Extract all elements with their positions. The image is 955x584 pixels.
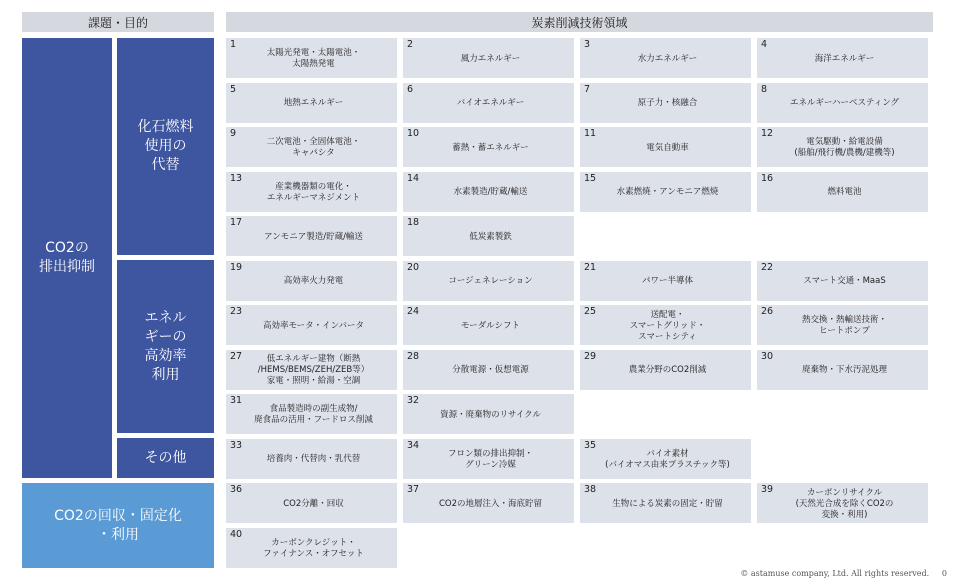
tech-label: 海洋エネルギー — [814, 53, 875, 64]
tech-label: 農業分野のCO2削減 — [628, 365, 707, 375]
tech-cell-30 — [757, 350, 928, 390]
tech-cell-29 — [580, 350, 751, 390]
tech-label: 資源・廃棄物のリサイクル — [440, 409, 541, 420]
tech-cell-1 — [226, 38, 397, 78]
tech-label: 産業機器類の電化・ エネルギーマネジメント — [266, 181, 361, 203]
tech-label: CO2分離・回収 — [283, 498, 344, 509]
tech-number: 26 — [761, 306, 774, 317]
category-other: その他 — [117, 438, 214, 478]
tech-label: スマート交通・MaaS — [803, 276, 886, 286]
tech-cell-6 — [403, 83, 574, 123]
tech-number: 17 — [230, 217, 243, 228]
tech-cell-34 — [403, 439, 574, 479]
tech-label: 廃棄物・下水汚泥処理 — [801, 365, 887, 375]
tech-cell-3 — [580, 38, 751, 78]
tech-number: 3 — [584, 39, 591, 50]
tech-cell-16 — [757, 172, 928, 212]
tech-number: 14 — [407, 172, 420, 184]
tech-label: バイオ素材 (バイオマス由来プラスチック等) — [605, 448, 730, 470]
tech-number: 22 — [761, 261, 774, 273]
tech-label: 電気自動車 — [646, 142, 689, 153]
tech-cell-8 — [757, 83, 928, 123]
tech-number: 9 — [230, 128, 237, 139]
tech-cell-24 — [403, 305, 574, 345]
tech-cell-10 — [403, 127, 574, 167]
tech-number: 10 — [407, 128, 420, 139]
tech-label: カーボンリサイクル (天然光合成を除くCO2の 変換・利用) — [795, 487, 894, 520]
tech-label: 水素燃焼・アンモニア燃焼 — [616, 187, 719, 197]
tech-number: 13 — [230, 172, 243, 184]
tech-cell-18 — [403, 216, 574, 256]
tech-label: フロン類の排出抑制・ グリーン冷媒 — [447, 448, 533, 470]
tech-number: 12 — [761, 128, 774, 139]
tech-number: 5 — [230, 83, 237, 95]
tech-cell-27 — [226, 350, 397, 390]
tech-cell-5 — [226, 83, 397, 123]
tech-number: 37 — [407, 484, 420, 495]
tech-label: パワー半導体 — [641, 276, 693, 286]
tech-label: コージェネレーション — [448, 276, 533, 286]
tech-cell-39 — [757, 483, 928, 523]
tech-cell-19 — [226, 261, 397, 301]
tech-number: 40 — [230, 528, 243, 540]
tech-number: 24 — [407, 306, 420, 317]
tech-label: 熱交換・熱輸送技術・ ヒートポンプ — [801, 315, 887, 336]
category-energy-efficiency: エネル ギーの 高効率 利用 — [117, 260, 214, 433]
tech-label: 培養肉・代替肉・乳代替 — [266, 454, 361, 464]
tech-label: モーダルシフト — [461, 320, 520, 331]
tech-label: エネルギーハーベスティング — [789, 98, 900, 108]
tech-cell-12 — [757, 127, 928, 167]
tech-label: カーボンクレジット・ ファイナンス・オフセット — [263, 537, 364, 559]
page-number: 0 — [941, 569, 947, 578]
tech-label: CO2の地層注入・海底貯留 — [438, 498, 543, 509]
tech-label: 地熱エネルギー — [283, 98, 344, 108]
tech-number: 2 — [407, 39, 414, 50]
tech-number: 36 — [230, 484, 243, 495]
tech-number: 16 — [761, 172, 774, 184]
tech-cell-7 — [580, 83, 751, 123]
tech-number: 25 — [584, 306, 597, 317]
header-purpose: 課題・目的 — [22, 12, 214, 32]
tech-number: 19 — [230, 261, 243, 273]
tech-label: 低エネルギー建物（断熱 /HEMS/BEMS/ZEH/ZEB等） 家電・照明・給湯・空調 — [257, 354, 370, 386]
tech-label: 送配電・ スマートグリッド・ スマートシティ — [629, 309, 706, 342]
tech-cell-35 — [580, 439, 751, 479]
tech-label: アンモニア製造/貯蔵/輸送 — [264, 231, 363, 242]
tech-cell-21 — [580, 261, 751, 301]
tech-cell-37 — [403, 483, 574, 523]
tech-label: 蓄熱・蓄エネルギー — [452, 142, 529, 153]
tech-number: 21 — [584, 261, 597, 273]
tech-number: 18 — [407, 217, 420, 228]
tech-number: 33 — [230, 439, 243, 451]
tech-cell-36 — [226, 483, 397, 523]
tech-label: 分散電源・仮想電源 — [452, 365, 529, 375]
copyright: © astamuse company, Ltd. All rights reserved. — [740, 569, 930, 578]
tech-cell-4 — [757, 38, 928, 78]
tech-number: 20 — [407, 261, 420, 273]
tech-number: 39 — [761, 484, 774, 495]
tech-number: 23 — [230, 306, 243, 317]
tech-cell-11 — [580, 127, 751, 167]
tech-number: 31 — [230, 395, 243, 406]
tech-label: 高効率火力発電 — [283, 276, 344, 286]
tech-label: 生物による炭素の固定・貯留 — [612, 498, 723, 509]
tech-cell-2 — [403, 38, 574, 78]
tech-number: 32 — [407, 395, 420, 406]
tech-label: 食品製造時の副生成物/ 廃食品の活用・フードロス削減 — [254, 404, 373, 425]
tech-number: 30 — [761, 350, 774, 362]
tech-number: 35 — [584, 439, 597, 451]
category-co2-capture-utilization: CO2の回収・固定化 ・利用 — [22, 483, 214, 568]
category-fossil-fuel-alternative: 化石燃料 使用の 代替 — [117, 38, 214, 255]
tech-cell-25 — [580, 305, 751, 345]
tech-cell-38 — [580, 483, 751, 523]
tech-cell-15 — [580, 172, 751, 212]
tech-cell-17 — [226, 216, 397, 256]
tech-label: 太陽光発電・太陽電池・ 太陽熱発電 — [266, 48, 361, 69]
tech-number: 15 — [584, 172, 597, 184]
tech-number: 7 — [584, 83, 591, 95]
tech-cell-40 — [226, 528, 397, 568]
category-co2-emission-suppression: CO2の 排出抑制 — [22, 38, 112, 478]
tech-number: 28 — [407, 350, 420, 362]
tech-cell-33 — [226, 439, 397, 479]
tech-cell-20 — [403, 261, 574, 301]
tech-number: 4 — [761, 39, 768, 50]
tech-label: 水力エネルギー — [637, 53, 698, 64]
tech-label: 高効率モータ・インバータ — [262, 320, 365, 331]
tech-cell-22 — [757, 261, 928, 301]
tech-cell-9 — [226, 127, 397, 167]
tech-label: 低炭素製鉄 — [469, 231, 512, 242]
tech-number: 6 — [407, 83, 414, 95]
tech-cell-26 — [757, 305, 928, 345]
header-technology-domains: 炭素削減技術領域 — [226, 12, 933, 32]
tech-cell-14 — [403, 172, 574, 212]
tech-number: 8 — [761, 83, 768, 95]
tech-cell-28 — [403, 350, 574, 390]
tech-cell-31 — [226, 394, 397, 434]
footer — [740, 569, 947, 578]
tech-number: 11 — [584, 128, 597, 139]
tech-label: 原子力・核融合 — [637, 98, 698, 108]
tech-number: 38 — [584, 484, 597, 495]
tech-cell-23 — [226, 305, 397, 345]
tech-label: 水素製造/貯蔵/輸送 — [453, 187, 528, 197]
tech-cell-13 — [226, 172, 397, 212]
tech-label: 風力エネルギー — [460, 53, 521, 64]
tech-number: 27 — [230, 350, 243, 362]
tech-label: 二次電池・全固体電池・ キャパシタ — [266, 137, 361, 158]
tech-cell-32 — [403, 394, 574, 434]
tech-label: 電気駆動・給電設備 (船舶/飛行機/農機/建機等) — [794, 137, 895, 158]
tech-number: 1 — [230, 39, 237, 50]
tech-label: バイオエネルギー — [456, 98, 525, 108]
tech-number: 29 — [584, 350, 597, 362]
tech-number: 34 — [407, 439, 420, 451]
tech-label: 燃料電池 — [827, 187, 862, 197]
